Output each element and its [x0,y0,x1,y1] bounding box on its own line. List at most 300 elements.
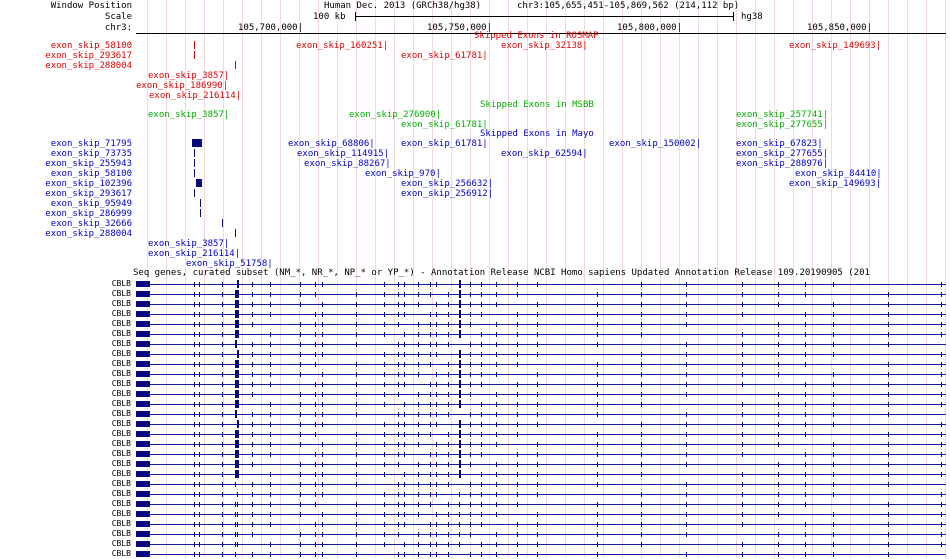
rosmap-feature-mark[interactable] [194,41,195,49]
rosmap-left-label[interactable]: exon_skip_293617 [45,51,132,61]
mayo-feature[interactable]: exon_skip_970| [365,169,441,179]
gene-exon [270,332,271,337]
gene-exon [888,312,889,317]
gene-exon [418,442,419,447]
gene-exon [448,462,449,467]
gene-exon [742,412,743,417]
gene-exon [805,492,806,497]
gene-exon [384,282,385,287]
mayo-left-label[interactable]: exon_skip_102396 [45,179,132,189]
gene-transcript-row[interactable] [136,540,946,548]
gene-exon [686,422,687,427]
gene-exon [459,492,460,497]
gene-transcript-row[interactable] [136,480,946,488]
gene-exon [941,492,942,497]
gene-label-cblb[interactable]: CBLB [111,539,131,548]
mayo-left-label[interactable]: exon_skip_293617 [45,189,132,199]
gene-label-cblb[interactable]: CBLB [111,459,131,468]
gene-exon [888,552,889,557]
gene-transcript-row[interactable] [136,460,946,468]
gene-exon [322,452,323,457]
msbb-track-title[interactable]: Skipped Exons in MSBB [480,100,594,110]
gene-exon [517,462,518,467]
gene-label-cblb[interactable]: CBLB [111,369,131,378]
gene-exon [418,512,419,517]
gene-exon [356,382,357,387]
gene-exon [448,372,449,377]
gene-label-cblb[interactable]: CBLB [111,409,131,418]
mayo-left-label[interactable]: exon_skip_286999 [45,209,132,219]
msbb-feature[interactable]: exon_skip_257741| [736,110,829,120]
rosmap-feature-mark[interactable] [235,61,236,69]
gene-exon [270,302,271,307]
gene-exon [300,302,301,307]
gene-exon [315,362,316,367]
gene-transcript-row[interactable] [136,550,946,558]
gene-exon [322,372,323,377]
gene-exon [237,350,239,358]
rosmap-feature[interactable]: exon_skip_216114| [149,91,242,101]
gene-transcript-row[interactable] [136,320,946,328]
mayo-feature[interactable]: exon_skip_114915| [297,149,390,159]
gene-utr-block [136,321,150,327]
gene-transcript-row[interactable] [136,280,946,288]
gene-label-cblb[interactable]: CBLB [111,499,131,508]
gene-exon [481,542,482,547]
gene-exon [315,282,316,287]
gene-exon [742,512,743,517]
gene-exon [418,542,419,547]
gene-exon [199,492,200,497]
gene-exon [481,382,482,387]
gene-exon [384,322,385,327]
gene-transcript-row[interactable] [136,340,946,348]
gene-exon [384,442,385,447]
gene-utr-block [136,511,150,517]
scale-label: Scale [104,12,132,22]
gene-exon [481,352,482,357]
gene-exon [194,392,195,397]
gene-exon [470,282,471,287]
gene-exon [805,402,806,407]
gene-transcript-row[interactable] [136,440,946,448]
gene-exon [222,382,223,387]
gene-exon [597,522,598,527]
mayo-feature-mark[interactable] [194,159,195,167]
gene-exon [778,512,779,517]
gene-label-cblb[interactable]: CBLB [111,419,131,428]
gene-exon [222,492,223,497]
gene-exon [597,312,598,317]
gene-exon [481,422,482,427]
gene-exon [641,422,642,427]
gene-label-cblb[interactable]: CBLB [111,359,131,368]
gene-exon [496,482,497,487]
gene-exon [315,382,316,387]
rosmap-feature-mark[interactable] [194,51,195,59]
gene-exon [418,492,419,497]
gene-transcript-row[interactable] [136,470,946,478]
gene-exon [470,552,471,557]
gene-exon [300,352,301,357]
gene-transcript-row[interactable] [136,490,946,498]
gene-label-cblb[interactable]: CBLB [111,439,131,448]
gene-exon [641,492,642,497]
mayo-left-label[interactable]: exon_skip_95949 [50,199,132,209]
gene-exon [398,512,399,517]
gene-exon [315,352,316,357]
gene-exon [888,322,889,327]
gene-exon [398,442,399,447]
gene-transcript-row[interactable] [136,300,946,308]
gene-utr-block [136,411,150,417]
gene-exon [742,362,743,367]
gene-exon [430,422,431,427]
gene-exon [805,362,806,367]
gene-exon [470,432,471,437]
mayo-feature[interactable]: exon_skip_62594| [501,149,588,159]
mayo-feature-mark[interactable] [222,219,223,227]
gene-exon [235,522,236,527]
gene-exon [356,442,357,447]
gene-exon [597,372,598,377]
gene-intron-line [136,444,946,445]
gene-exon [237,420,239,428]
gene-exon [418,292,419,297]
mayo-feature-mark[interactable] [200,209,201,217]
gene-transcript-row[interactable] [136,370,946,378]
gene-transcript-row[interactable] [136,350,946,358]
gene-exon [384,362,385,367]
gene-exon [252,432,253,437]
gene-exon [430,352,431,357]
gene-exon [300,432,301,437]
gene-exon [252,482,253,487]
gene-exon [418,332,419,337]
gene-label-cblb[interactable]: CBLB [111,529,131,538]
gene-transcript-row[interactable] [136,530,946,538]
gene-label-cblb[interactable]: CBLB [111,299,131,308]
gene-exon [517,452,518,457]
gene-transcript-row[interactable] [136,520,946,528]
gene-exon [404,342,405,347]
gene-exon [686,462,687,467]
gene-label-cblb[interactable]: CBLB [111,549,131,558]
gene-exon [418,422,419,427]
mayo-track-title[interactable]: Skipped Exons in Mayo [480,129,594,139]
gene-label-cblb[interactable]: CBLB [111,309,131,318]
mayo-left-label[interactable]: exon_skip_58100 [50,169,132,179]
mayo-feature[interactable]: exon_skip_277655| [736,149,829,159]
gene-exon [597,362,598,367]
gene-exon [448,452,449,457]
gene-exon [470,372,471,377]
gene-exon [194,372,195,377]
gene-exon [597,382,598,387]
gene-exon [742,422,743,427]
gene-exon [459,360,461,368]
gene-exon [496,282,497,287]
mayo-feature[interactable]: exon_skip_149693| [789,179,882,189]
gene-exon [686,482,687,487]
gene-exon [888,302,889,307]
gene-transcript-row[interactable] [136,450,946,458]
rosmap-left-label[interactable]: exon_skip_288004 [45,61,132,71]
mayo-feature-mark[interactable] [200,199,201,207]
gene-exon [436,342,437,347]
gene-exon [404,312,405,317]
gene-exon [833,552,834,557]
gene-label-cblb[interactable]: CBLB [111,329,131,338]
gene-exon [356,322,357,327]
gene-exon [888,462,889,467]
gene-exon [888,362,889,367]
gene-label-cblb[interactable]: CBLB [111,399,131,408]
gene-exon [481,522,482,527]
gene-exon [322,392,323,397]
gene-intron-line [136,404,946,405]
gene-exon [641,332,642,337]
gene-transcript-row[interactable] [136,400,946,408]
gene-exon [537,522,538,527]
mayo-left-label[interactable]: exon_skip_73735 [50,149,132,159]
gene-exon [597,322,598,327]
gene-utr-block [136,461,150,467]
gene-label-cblb[interactable]: CBLB [111,479,131,488]
mayo-feature[interactable]: exon_skip_68806| [288,139,375,149]
gene-utr-block [136,491,150,497]
gene-exon [805,472,806,477]
gene-label-cblb[interactable]: CBLB [111,319,131,328]
gene-exon [470,522,471,527]
gene-transcript-row[interactable] [136,420,946,428]
position-label[interactable]: chr3:105,655,451-105,869,562 (214,112 bp) [517,1,740,11]
gene-exon [398,342,399,347]
mayo-feature[interactable]: exon_skip_84410| [795,169,882,179]
gene-label-cblb[interactable]: CBLB [111,379,131,388]
gene-exon [356,512,357,517]
gene-exon [537,282,538,287]
gene-exon [322,382,323,387]
gene-exon [833,352,834,357]
gene-utr-block [136,311,150,317]
gene-exon [941,442,942,447]
gene-exon [686,352,687,357]
gene-exon [430,292,431,297]
gene-intron-line [136,324,946,325]
gene-exon [235,340,237,348]
gene-exon [481,412,482,417]
gene-label-cblb[interactable]: CBLB [111,469,131,478]
rosmap-feature[interactable]: exon_skip_149693| [789,41,882,51]
gene-exon [194,332,195,337]
rosmap-feature[interactable]: exon_skip_32138| [501,41,588,51]
gene-exon [194,352,195,357]
gene-intron-line [136,314,946,315]
gene-exon [742,452,743,457]
gene-transcript-row[interactable] [136,330,946,338]
gene-transcript-row[interactable] [136,410,946,418]
gene-exon [496,302,497,307]
gene-exon [448,322,449,327]
gene-exon [356,552,357,557]
gene-exon [537,372,538,377]
mayo-feature[interactable]: exon_skip_216114| [148,249,241,259]
gene-transcript-row[interactable] [136,510,946,518]
gene-exon [496,492,497,497]
gene-exon [686,312,687,317]
mayo-feature[interactable]: exon_skip_256912| [401,189,494,199]
gene-exon [686,522,687,527]
gene-utr-block [136,391,150,397]
mayo-feature[interactable]: exon_skip_61781| [401,139,488,149]
gene-exon [404,302,405,307]
msbb-feature[interactable]: exon_skip_277655| [736,120,829,130]
gene-exon [322,542,323,547]
gene-exon [537,422,538,427]
rosmap-feature[interactable]: exon_skip_186990| [136,81,229,91]
gene-label-cblb[interactable]: CBLB [111,339,131,348]
gene-exon [404,452,405,457]
gene-exon [496,392,497,397]
gene-exon [252,412,253,417]
gene-exon [270,382,271,387]
gene-exon [418,502,419,507]
gene-exon [742,372,743,377]
mayo-feature-mark[interactable] [194,149,195,157]
gene-exon [252,392,253,397]
gene-exon [833,372,834,377]
gene-transcript-row[interactable] [136,310,946,318]
mayo-feature[interactable]: exon_skip_288976| [736,159,829,169]
mayo-feature[interactable]: exon_skip_150002| [609,139,702,149]
gene-exon [322,332,323,337]
refseq-track-title[interactable]: Seq genes, curated subset (NM_*, NR_*, NP_* or YP_*) - Annotation Release NCBI Homo sapiens Updated Annotation Release 109.20190905 (201 [133,268,870,278]
mayo-left-label[interactable]: exon_skip_288004 [45,229,132,239]
gene-exon [356,522,357,527]
gene-label-cblb[interactable]: CBLB [111,389,131,398]
gene-exon [404,542,405,547]
mayo-feature[interactable]: exon_skip_51758| [186,259,273,269]
gene-exon [384,452,385,457]
gene-exon [888,502,889,507]
gene-exon [941,522,942,527]
gene-label-cblb[interactable]: CBLB [111,289,131,298]
gene-exon [833,282,834,287]
gene-transcript-row[interactable] [136,290,946,298]
gene-exon [322,352,323,357]
scale-db: hg38 [741,12,763,22]
gene-transcript-row[interactable] [136,380,946,388]
gene-exon [686,382,687,387]
gene-label-cblb[interactable]: CBLB [111,509,131,518]
gene-exon [496,502,497,507]
mayo-left-label[interactable]: exon_skip_71795 [50,139,132,149]
gene-label-cblb[interactable]: CBLB [111,489,131,498]
gene-exon [300,342,301,347]
gene-exon [222,412,223,417]
gene-exon [404,472,405,477]
gene-exon [805,422,806,427]
rosmap-feature[interactable]: exon_skip_3857| [148,71,230,81]
mayo-feature-mark[interactable] [235,229,236,237]
gene-transcript-row[interactable] [136,430,946,438]
gene-label-cblb[interactable]: CBLB [111,449,131,458]
gene-exon [742,402,743,407]
gene-exon [517,402,518,407]
mayo-feature[interactable]: exon_skip_67823| [736,139,823,149]
gene-exon [222,532,223,537]
gene-exon [448,432,449,437]
gene-utr-block [136,541,150,547]
mayo-feature-mark[interactable] [194,169,195,177]
gene-utr-block [136,441,150,447]
gene-exon [778,432,779,437]
gene-exon [436,382,437,387]
rosmap-left-label[interactable]: exon_skip_58100 [50,41,132,51]
gene-exon [300,332,301,337]
gene-transcript-row[interactable] [136,360,946,368]
gene-label-cblb[interactable]: CBLB [111,349,131,358]
gene-exon [430,552,431,557]
gene-transcript-row[interactable] [136,500,946,508]
gene-exon [470,322,471,327]
gene-exon [641,352,642,357]
mayo-feature[interactable]: exon_skip_256632| [401,179,494,189]
msbb-feature[interactable]: exon_skip_3857| [148,110,230,120]
msbb-feature[interactable]: exon_skip_276900| [349,110,442,120]
rosmap-feature[interactable]: exon_skip_61781| [401,51,488,61]
gene-intron-line [136,334,946,335]
msbb-feature[interactable]: exon_skip_61781| [401,120,488,130]
gene-exon [356,432,357,437]
rosmap-track-title[interactable]: Skipped Exons in ROSMAP [474,31,599,41]
gene-transcript-row[interactable] [136,390,946,398]
gene-exon [805,382,806,387]
gene-exon [199,472,200,477]
gene-exon [459,310,461,318]
gene-exon [537,322,538,327]
mayo-feature[interactable]: exon_skip_88267| [304,159,391,169]
mayo-feature-mark[interactable] [194,189,195,197]
gene-exon [470,382,471,387]
gene-exon [459,532,460,537]
mayo-feature-block[interactable] [196,179,202,187]
rosmap-feature[interactable]: exon_skip_160251| [296,41,389,51]
gene-utr-block [136,301,150,307]
mayo-left-label[interactable]: exon_skip_32666 [50,219,132,229]
gene-label-cblb[interactable]: CBLB [111,279,131,288]
gene-exon [199,332,200,337]
gene-label-cblb[interactable]: CBLB [111,429,131,438]
gene-exon [459,400,461,408]
mayo-feature[interactable]: exon_skip_3857| [148,239,230,249]
gene-exon [430,472,431,477]
gene-exon [778,462,779,467]
gene-exon [322,482,323,487]
gene-exon [194,492,195,497]
gene-intron-line [136,494,946,495]
mayo-left-label[interactable]: exon_skip_255943 [45,159,132,169]
gene-exon [496,292,497,297]
gene-exon [199,412,200,417]
gene-exon [384,522,385,527]
gene-exon [404,332,405,337]
gene-exon [199,422,200,427]
mayo-feature-block[interactable] [192,139,202,147]
gene-exon [315,392,316,397]
gene-label-cblb[interactable]: CBLB [111,519,131,528]
